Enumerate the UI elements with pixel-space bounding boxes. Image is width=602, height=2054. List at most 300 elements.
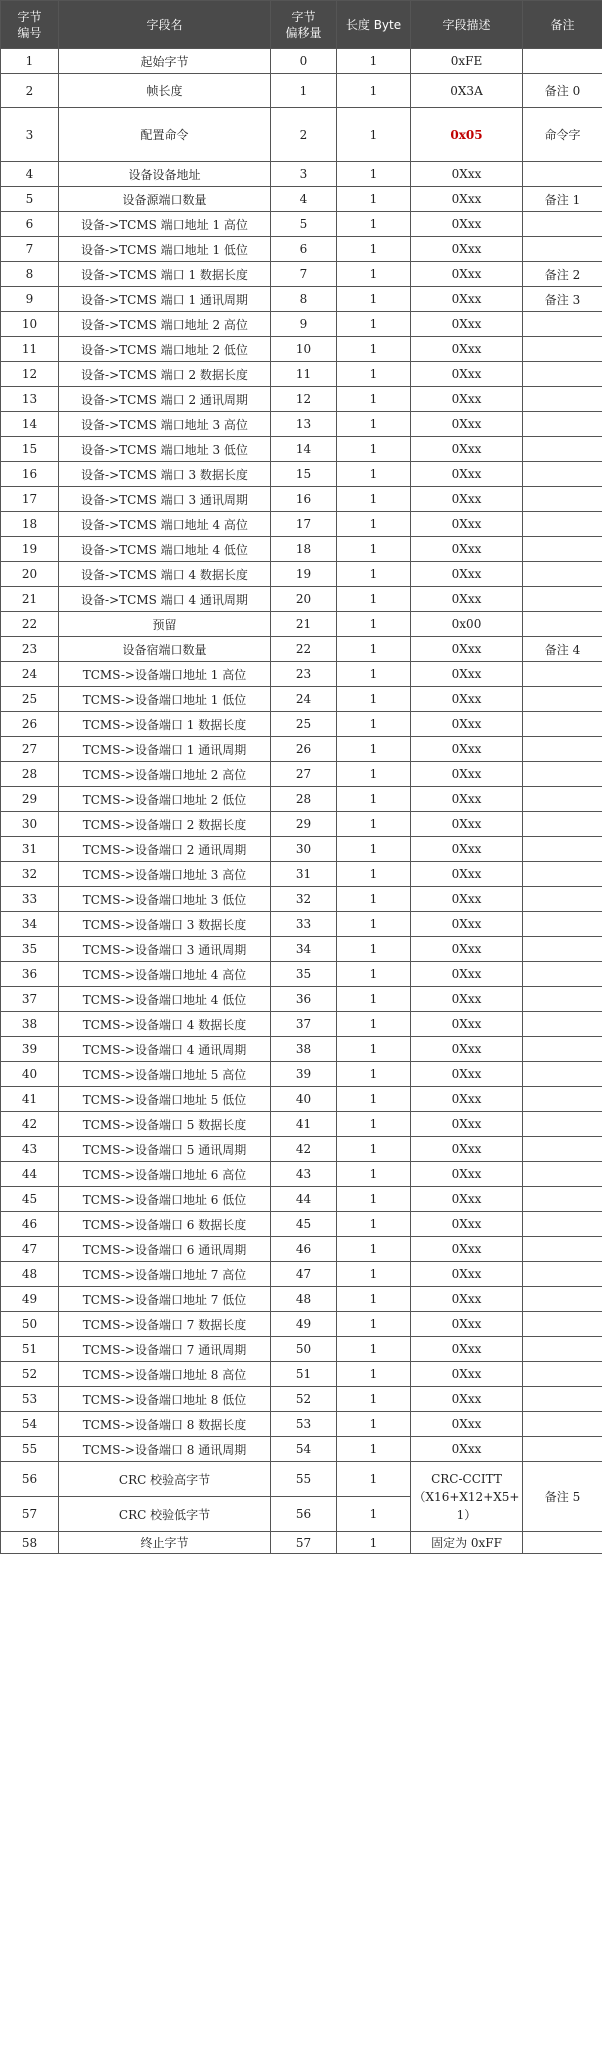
field-desc-cell: 0Xxx — [411, 387, 523, 412]
byte-number-cell: 5 — [1, 187, 59, 212]
field-name-cell: TCMS->设备端口 8 数据长度 — [59, 1412, 271, 1437]
col-field-name-header: 字段名 — [59, 1, 271, 49]
field-name-cell: 设备->TCMS 端口地址 4 高位 — [59, 512, 271, 537]
byte-offset-cell: 17 — [271, 512, 337, 537]
field-desc-cell: 0Xxx — [411, 662, 523, 687]
byte-offset-cell: 33 — [271, 912, 337, 937]
byte-offset-cell: 41 — [271, 1112, 337, 1137]
field-name-cell: 设备->TCMS 端口 2 数据长度 — [59, 362, 271, 387]
length-cell: 1 — [337, 362, 411, 387]
remark-cell — [523, 1532, 602, 1554]
length-cell: 1 — [337, 1237, 411, 1262]
length-cell: 1 — [337, 74, 411, 108]
byte-offset-cell: 28 — [271, 787, 337, 812]
remark-cell — [523, 812, 602, 837]
table-row — [1, 987, 602, 1012]
table-row — [1, 49, 602, 74]
byte-number-cell: 35 — [1, 937, 59, 962]
byte-offset-cell: 29 — [271, 812, 337, 837]
table-row — [1, 462, 602, 487]
length-cell: 1 — [337, 737, 411, 762]
field-name-cell: TCMS->设备端口 5 通讯周期 — [59, 1137, 271, 1162]
remark-cell: 备注 1 — [523, 187, 602, 212]
remark-cell — [523, 412, 602, 437]
length-cell: 1 — [337, 762, 411, 787]
field-desc-cell: 0Xxx — [411, 537, 523, 562]
byte-number-cell: 40 — [1, 1062, 59, 1087]
field-desc-cell: 0Xxx — [411, 1437, 523, 1462]
length-cell: 1 — [337, 412, 411, 437]
length-cell: 1 — [337, 912, 411, 937]
remark-cell — [523, 587, 602, 612]
table-row — [1, 387, 602, 412]
table-row — [1, 162, 602, 187]
byte-number-cell: 34 — [1, 912, 59, 937]
byte-number-cell: 21 — [1, 587, 59, 612]
length-cell: 1 — [337, 662, 411, 687]
field-name-cell: 设备->TCMS 端口地址 2 低位 — [59, 337, 271, 362]
field-desc-cell: 0Xxx — [411, 287, 523, 312]
remark-cell — [523, 737, 602, 762]
byte-offset-cell: 20 — [271, 587, 337, 612]
field-name-cell: 设备->TCMS 端口 2 通讯周期 — [59, 387, 271, 412]
byte-offset-cell: 21 — [271, 612, 337, 637]
table-row — [1, 712, 602, 737]
remark-cell — [523, 1187, 602, 1212]
length-cell: 1 — [337, 537, 411, 562]
byte-number-cell: 48 — [1, 1262, 59, 1287]
field-name-cell: TCMS->设备端口 2 数据长度 — [59, 812, 271, 837]
field-name-cell: CRC 校验高字节 — [59, 1462, 271, 1497]
field-name-cell: TCMS->设备端口地址 2 低位 — [59, 787, 271, 812]
table-row — [1, 1062, 602, 1087]
byte-number-cell: 8 — [1, 262, 59, 287]
byte-offset-cell: 40 — [271, 1087, 337, 1112]
remark-cell — [523, 1112, 602, 1137]
remark-cell — [523, 1037, 602, 1062]
field-desc-cell: 0Xxx — [411, 687, 523, 712]
byte-offset-cell: 30 — [271, 837, 337, 862]
byte-number-cell: 11 — [1, 337, 59, 362]
remark-cell — [523, 887, 602, 912]
table-row — [1, 912, 602, 937]
length-cell: 1 — [337, 1437, 411, 1462]
byte-number-cell: 47 — [1, 1237, 59, 1262]
byte-offset-cell: 0 — [271, 49, 337, 74]
table-row — [1, 337, 602, 362]
length-cell: 1 — [337, 1162, 411, 1187]
field-name-cell: TCMS->设备端口地址 4 高位 — [59, 962, 271, 987]
field-name-cell: 设备->TCMS 端口 3 数据长度 — [59, 462, 271, 487]
byte-number-cell: 36 — [1, 962, 59, 987]
field-desc-cell: 0Xxx — [411, 1112, 523, 1137]
length-cell: 1 — [337, 612, 411, 637]
table-row — [1, 1187, 602, 1212]
length-cell: 1 — [337, 212, 411, 237]
byte-number-cell: 43 — [1, 1137, 59, 1162]
byte-offset-cell: 54 — [271, 1437, 337, 1462]
table-row — [1, 1212, 602, 1237]
field-desc-cell: 0Xxx — [411, 362, 523, 387]
field-name-cell: 预留 — [59, 612, 271, 637]
byte-offset-cell: 11 — [271, 362, 337, 387]
length-cell: 1 — [337, 1312, 411, 1337]
field-desc-cell: 0Xxx — [411, 812, 523, 837]
length-cell: 1 — [337, 1037, 411, 1062]
field-name-cell: TCMS->设备端口地址 5 低位 — [59, 1087, 271, 1112]
byte-offset-cell: 45 — [271, 1212, 337, 1237]
table-row — [1, 1312, 602, 1337]
field-name-cell: 设备->TCMS 端口地址 1 高位 — [59, 212, 271, 237]
field-name-cell: TCMS->设备端口 2 通讯周期 — [59, 837, 271, 862]
length-cell: 1 — [337, 962, 411, 987]
field-desc-cell: 0Xxx — [411, 1312, 523, 1337]
field-name-cell: TCMS->设备端口 3 通讯周期 — [59, 937, 271, 962]
table-row — [1, 837, 602, 862]
length-cell: 1 — [337, 687, 411, 712]
remark-cell — [523, 162, 602, 187]
length-cell: 1 — [337, 1387, 411, 1412]
table-row — [1, 1262, 602, 1287]
field-name-cell: TCMS->设备端口地址 4 低位 — [59, 987, 271, 1012]
field-desc-cell: 0Xxx — [411, 437, 523, 462]
length-cell: 1 — [337, 287, 411, 312]
length-cell: 1 — [337, 1062, 411, 1087]
length-cell: 1 — [337, 162, 411, 187]
remark-cell — [523, 1337, 602, 1362]
remark-cell — [523, 987, 602, 1012]
table-row — [1, 312, 602, 337]
field-desc-cell: 0Xxx — [411, 1062, 523, 1087]
field-name-cell: 终止字节 — [59, 1532, 271, 1554]
length-cell: 1 — [337, 587, 411, 612]
byte-offset-cell: 25 — [271, 712, 337, 737]
length-cell: 1 — [337, 487, 411, 512]
length-cell: 1 — [337, 812, 411, 837]
remark-cell — [523, 437, 602, 462]
field-name-cell: TCMS->设备端口 4 数据长度 — [59, 1012, 271, 1037]
table-row — [1, 1462, 602, 1497]
field-desc-cell: 0Xxx — [411, 412, 523, 437]
length-cell: 1 — [337, 387, 411, 412]
byte-offset-cell: 24 — [271, 687, 337, 712]
length-cell: 1 — [337, 237, 411, 262]
table-row — [1, 737, 602, 762]
field-name-cell: TCMS->设备端口地址 2 高位 — [59, 762, 271, 787]
field-name-cell: 起始字节 — [59, 49, 271, 74]
field-desc-cell: 0Xxx — [411, 862, 523, 887]
field-name-cell: TCMS->设备端口地址 8 高位 — [59, 1362, 271, 1387]
length-cell: 1 — [337, 1212, 411, 1237]
length-cell: 1 — [337, 987, 411, 1012]
field-desc-cell: 0Xxx — [411, 987, 523, 1012]
byte-number-cell: 27 — [1, 737, 59, 762]
length-cell: 1 — [337, 1412, 411, 1437]
table-row — [1, 587, 602, 612]
byte-offset-cell: 52 — [271, 1387, 337, 1412]
length-cell: 1 — [337, 1137, 411, 1162]
length-cell: 1 — [337, 837, 411, 862]
byte-number-cell: 25 — [1, 687, 59, 712]
length-cell: 1 — [337, 1462, 411, 1497]
field-name-cell: 设备->TCMS 端口地址 1 低位 — [59, 237, 271, 262]
byte-offset-cell: 2 — [271, 108, 337, 162]
field-name-cell: 设备->TCMS 端口 3 通讯周期 — [59, 487, 271, 512]
remark-cell — [523, 862, 602, 887]
remark-cell — [523, 787, 602, 812]
field-desc-cell: 0Xxx — [411, 1012, 523, 1037]
field-name-cell: TCMS->设备端口 7 通讯周期 — [59, 1337, 271, 1362]
remark-cell — [523, 1287, 602, 1312]
length-cell: 1 — [337, 437, 411, 462]
byte-number-cell: 30 — [1, 812, 59, 837]
byte-number-cell: 13 — [1, 387, 59, 412]
field-desc-cell: 0Xxx — [411, 762, 523, 787]
remark-cell — [523, 537, 602, 562]
length-cell: 1 — [337, 637, 411, 662]
field-desc-cell: 0Xxx — [411, 1237, 523, 1262]
length-cell: 1 — [337, 1012, 411, 1037]
field-desc-cell: 0Xxx — [411, 187, 523, 212]
field-name-cell: TCMS->设备端口地址 6 低位 — [59, 1187, 271, 1212]
length-cell: 1 — [337, 49, 411, 74]
field-name-cell: 设备->TCMS 端口 4 数据长度 — [59, 562, 271, 587]
remark-cell — [523, 1062, 602, 1087]
byte-offset-cell: 50 — [271, 1337, 337, 1362]
byte-offset-cell: 43 — [271, 1162, 337, 1187]
byte-offset-cell: 44 — [271, 1187, 337, 1212]
byte-number-cell: 46 — [1, 1212, 59, 1237]
field-name-cell: TCMS->设备端口 1 通讯周期 — [59, 737, 271, 762]
byte-number-cell: 4 — [1, 162, 59, 187]
length-cell: 1 — [337, 1532, 411, 1554]
field-name-cell: 帧长度 — [59, 74, 271, 108]
byte-offset-cell: 1 — [271, 74, 337, 108]
byte-offset-cell: 15 — [271, 462, 337, 487]
byte-offset-cell: 5 — [271, 212, 337, 237]
length-cell: 1 — [337, 1497, 411, 1532]
table-row — [1, 1112, 602, 1137]
remark-cell — [523, 387, 602, 412]
byte-number-cell: 2 — [1, 74, 59, 108]
byte-number-cell: 26 — [1, 712, 59, 737]
byte-number-cell: 10 — [1, 312, 59, 337]
field-desc-cell: 0Xxx — [411, 312, 523, 337]
field-desc-cell: 0Xxx — [411, 737, 523, 762]
byte-offset-cell: 48 — [271, 1287, 337, 1312]
byte-offset-cell: 6 — [271, 237, 337, 262]
table-row — [1, 1387, 602, 1412]
remark-cell — [523, 1387, 602, 1412]
remark-cell — [523, 362, 602, 387]
remark-cell — [523, 1437, 602, 1462]
remark-cell — [523, 1012, 602, 1037]
field-name-cell: TCMS->设备端口 5 数据长度 — [59, 1112, 271, 1137]
field-desc-cell: 0Xxx — [411, 1187, 523, 1212]
field-name-cell: TCMS->设备端口 8 通讯周期 — [59, 1437, 271, 1462]
remark-cell — [523, 1087, 602, 1112]
field-name-cell: 配置命令 — [59, 108, 271, 162]
field-name-cell: CRC 校验低字节 — [59, 1497, 271, 1532]
byte-number-cell: 42 — [1, 1112, 59, 1137]
remark-cell: 备注 4 — [523, 637, 602, 662]
byte-offset-cell: 12 — [271, 387, 337, 412]
table-row — [1, 1087, 602, 1112]
byte-offset-cell: 53 — [271, 1412, 337, 1437]
remark-cell — [523, 687, 602, 712]
field-desc-cell: 0Xxx — [411, 487, 523, 512]
field-name-cell: TCMS->设备端口地址 1 高位 — [59, 662, 271, 687]
remark-cell — [523, 462, 602, 487]
field-desc-cell: 0Xxx — [411, 712, 523, 737]
remark-cell — [523, 237, 602, 262]
field-desc-cell: 0x05 — [411, 108, 523, 162]
byte-number-cell: 14 — [1, 412, 59, 437]
byte-number-cell: 12 — [1, 362, 59, 387]
field-desc-cell: 0Xxx — [411, 587, 523, 612]
table-row — [1, 537, 602, 562]
byte-number-cell: 39 — [1, 1037, 59, 1062]
field-desc-cell: 0Xxx — [411, 237, 523, 262]
byte-number-cell: 29 — [1, 787, 59, 812]
field-name-cell: TCMS->设备端口地址 3 高位 — [59, 862, 271, 887]
table-row — [1, 1437, 602, 1462]
byte-number-cell: 24 — [1, 662, 59, 687]
field-name-cell: TCMS->设备端口 6 数据长度 — [59, 1212, 271, 1237]
field-desc-cell: 固定为 0xFF — [411, 1532, 523, 1554]
field-name-cell: 设备设备地址 — [59, 162, 271, 187]
byte-offset-cell: 27 — [271, 762, 337, 787]
field-desc-cell: 0Xxx — [411, 962, 523, 987]
field-desc-cell: 0Xxx — [411, 1287, 523, 1312]
table-row — [1, 1162, 602, 1187]
table-row — [1, 1287, 602, 1312]
remark-cell — [523, 937, 602, 962]
table-row — [1, 887, 602, 912]
byte-offset-cell: 57 — [271, 1532, 337, 1554]
byte-offset-cell: 47 — [271, 1262, 337, 1287]
field-name-cell: TCMS->设备端口地址 1 低位 — [59, 687, 271, 712]
field-desc-cell: 0Xxx — [411, 837, 523, 862]
table-row — [1, 787, 602, 812]
remark-cell — [523, 49, 602, 74]
field-desc-cell: 0Xxx — [411, 212, 523, 237]
remark-cell — [523, 612, 602, 637]
col-remark-header: 备注 — [523, 1, 602, 49]
byte-number-cell: 52 — [1, 1362, 59, 1387]
length-cell: 1 — [337, 337, 411, 362]
length-cell: 1 — [337, 462, 411, 487]
byte-number-cell: 17 — [1, 487, 59, 512]
remark-cell — [523, 512, 602, 537]
byte-offset-cell: 14 — [271, 437, 337, 462]
table-row — [1, 287, 602, 312]
field-desc-cell: 0xFE — [411, 49, 523, 74]
byte-offset-cell: 38 — [271, 1037, 337, 1062]
remark-cell — [523, 662, 602, 687]
length-cell: 1 — [337, 562, 411, 587]
table-row — [1, 512, 602, 537]
table-row — [1, 687, 602, 712]
table-row — [1, 762, 602, 787]
byte-number-cell: 23 — [1, 637, 59, 662]
remark-cell — [523, 1137, 602, 1162]
remark-cell: 命令字 — [523, 108, 602, 162]
crc-desc-cell: CRC-CCITT （X16+X12+X5+ 1） — [411, 1462, 523, 1532]
length-cell: 1 — [337, 1112, 411, 1137]
byte-number-cell: 28 — [1, 762, 59, 787]
table-row — [1, 612, 602, 637]
byte-number-cell: 3 — [1, 108, 59, 162]
table-body — [1, 49, 602, 1554]
remark-cell — [523, 1237, 602, 1262]
remark-cell: 备注 2 — [523, 262, 602, 287]
table-row — [1, 74, 602, 108]
table-row — [1, 637, 602, 662]
field-name-cell: 设备宿端口数量 — [59, 637, 271, 662]
crc-remark-cell: 备注 5 — [523, 1462, 602, 1532]
field-desc-cell: 0Xxx — [411, 1387, 523, 1412]
length-cell: 1 — [337, 1362, 411, 1387]
byte-number-cell: 1 — [1, 49, 59, 74]
byte-offset-cell: 35 — [271, 962, 337, 987]
remark-cell: 备注 3 — [523, 287, 602, 312]
remark-cell — [523, 1162, 602, 1187]
table-row — [1, 412, 602, 437]
length-cell: 1 — [337, 862, 411, 887]
field-desc-cell: 0Xxx — [411, 1212, 523, 1237]
byte-offset-cell: 3 — [271, 162, 337, 187]
table-row — [1, 562, 602, 587]
length-cell: 1 — [337, 937, 411, 962]
field-name-cell: TCMS->设备端口 1 数据长度 — [59, 712, 271, 737]
table-row — [1, 212, 602, 237]
byte-number-cell: 31 — [1, 837, 59, 862]
field-name-cell: TCMS->设备端口地址 5 高位 — [59, 1062, 271, 1087]
remark-cell — [523, 1412, 602, 1437]
length-cell: 1 — [337, 887, 411, 912]
table-row — [1, 1012, 602, 1037]
field-name-cell: 设备->TCMS 端口 1 通讯周期 — [59, 287, 271, 312]
table-row — [1, 662, 602, 687]
table-row — [1, 362, 602, 387]
field-desc-cell: 0Xxx — [411, 1412, 523, 1437]
table-row — [1, 862, 602, 887]
field-desc-cell: 0Xxx — [411, 912, 523, 937]
header-row — [1, 1, 602, 49]
col-byte-number-header: 字节 编号 — [1, 1, 59, 49]
byte-number-cell: 57 — [1, 1497, 59, 1532]
field-desc-cell: 0Xxx — [411, 562, 523, 587]
remark-cell — [523, 837, 602, 862]
field-desc-cell: 0X3A — [411, 74, 523, 108]
field-desc-cell: 0Xxx — [411, 1137, 523, 1162]
byte-number-cell: 51 — [1, 1337, 59, 1362]
byte-offset-cell: 4 — [271, 187, 337, 212]
byte-offset-cell: 36 — [271, 987, 337, 1012]
byte-number-cell: 7 — [1, 237, 59, 262]
table-row — [1, 237, 602, 262]
byte-offset-cell: 9 — [271, 312, 337, 337]
byte-offset-cell: 22 — [271, 637, 337, 662]
byte-number-cell: 56 — [1, 1462, 59, 1497]
field-desc-cell: 0Xxx — [411, 1337, 523, 1362]
length-cell: 1 — [337, 312, 411, 337]
byte-number-cell: 33 — [1, 887, 59, 912]
remark-cell — [523, 712, 602, 737]
byte-number-cell: 15 — [1, 437, 59, 462]
byte-offset-cell: 34 — [271, 937, 337, 962]
